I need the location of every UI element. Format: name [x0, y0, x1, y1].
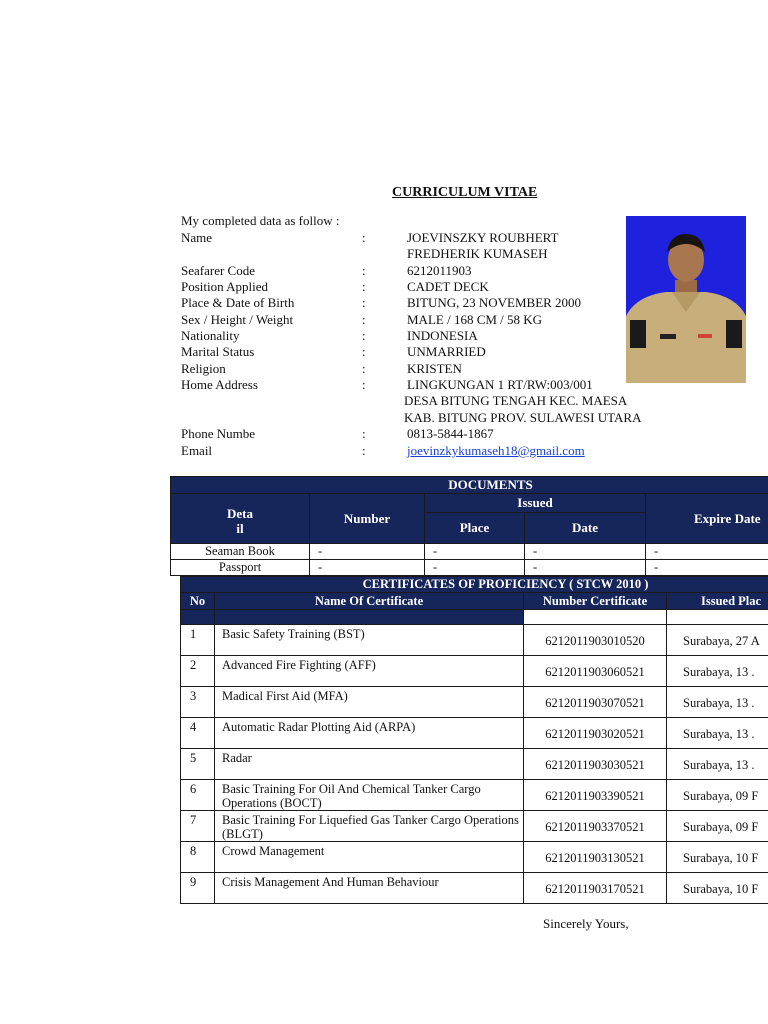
doc-expire: - — [646, 544, 768, 560]
table-row — [181, 718, 768, 749]
cert-no: 5 — [181, 749, 215, 780]
nationality-value: INDONESIA — [407, 328, 478, 343]
header-spacer — [181, 610, 215, 625]
table-row — [181, 780, 768, 811]
detail-header-line1: Deta — [227, 505, 253, 521]
closing-text: Sincerely Yours, — [543, 916, 629, 931]
table-row — [171, 560, 768, 576]
cert-place: Surabaya, 09 F — [667, 811, 768, 842]
intro-text: My completed data as follow : — [181, 213, 340, 228]
nationality-label: Nationality — [181, 328, 240, 343]
name-of-certificate-header: Name Of Certificate — [215, 593, 524, 610]
religion-label: Religion — [181, 361, 226, 376]
sex-value: MALE / 168 CM / 58 KG — [407, 312, 543, 327]
header-spacer — [667, 610, 768, 625]
colon: : — [362, 426, 366, 441]
cert-name: Basic Safety Training (BST) — [215, 625, 524, 656]
table-row — [181, 873, 768, 904]
no-header: No — [181, 593, 215, 610]
table-row — [181, 687, 768, 718]
position-value: CADET DECK — [407, 279, 489, 294]
address-value-line2: DESA BITUNG TENGAH KEC. MAESA — [404, 393, 628, 408]
marital-label: Marital Status — [181, 344, 255, 359]
name-label: Name — [181, 230, 213, 245]
birth-label: Place & Date of Birth — [181, 295, 295, 310]
cert-name: Crowd Management — [215, 842, 524, 873]
certificates-title: CERTIFICATES OF PROFICIENCY ( STCW 2010 ) — [181, 577, 768, 593]
doc-place: - — [425, 560, 525, 576]
detail-header-line2: il — [236, 520, 244, 536]
cert-place: Surabaya, 09 F — [667, 780, 768, 811]
colon: : — [362, 377, 366, 392]
cert-place: Surabaya, 27 A — [667, 625, 768, 656]
cert-number: 6212011903170521 — [524, 873, 667, 904]
table-row — [181, 625, 768, 656]
place-header: Place — [425, 513, 525, 544]
doc-date: - — [525, 544, 646, 560]
seafarer-code-label: Seafarer Code — [181, 263, 255, 278]
position-label: Position Applied — [181, 279, 269, 294]
certificates-table — [180, 576, 768, 904]
phone-value: 0813-5844-1867 — [407, 426, 494, 441]
number-certificate-header: Number Certificate — [524, 593, 667, 610]
cert-name: Basic Training For Liquefied Gas Tanker Cargo Operations (BLGT) — [215, 811, 524, 842]
sex-label: Sex / Height / Weight — [181, 312, 294, 327]
cert-name: Automatic Radar Plotting Aid (ARPA) — [215, 718, 524, 749]
cert-name: Radar — [215, 749, 524, 780]
header-spacer — [524, 610, 667, 625]
number-header: Number — [310, 494, 425, 544]
marital-value: UNMARRIED — [407, 344, 486, 359]
cert-place: Surabaya, 13 . — [667, 687, 768, 718]
profile-photo — [626, 216, 746, 383]
cert-place: Surabaya, 10 F — [667, 842, 768, 873]
issued-header: Issued — [425, 494, 646, 513]
religion-value: KRISTEN — [407, 361, 462, 376]
cert-no: 8 — [181, 842, 215, 873]
cert-place: Surabaya, 13 . — [667, 749, 768, 780]
cert-no: 6 — [181, 780, 215, 811]
cert-no: 4 — [181, 718, 215, 749]
colon: : — [362, 344, 366, 359]
cert-number: 6212011903070521 — [524, 687, 667, 718]
cert-place: Surabaya, 10 F — [667, 873, 768, 904]
doc-date: - — [525, 560, 646, 576]
cert-no: 9 — [181, 873, 215, 904]
cert-name: Madical First Aid (MFA) — [215, 687, 524, 718]
cert-no: 3 — [181, 687, 215, 718]
colon: : — [362, 263, 366, 278]
cert-number: 6212011903030521 — [524, 749, 667, 780]
cert-no: 7 — [181, 811, 215, 842]
doc-detail: Seaman Book — [171, 544, 310, 560]
doc-detail: Passport — [171, 560, 310, 576]
table-row — [181, 749, 768, 780]
cert-number: 6212011903010520 — [524, 625, 667, 656]
cert-place: Surabaya, 13 . — [667, 718, 768, 749]
table-row — [181, 656, 768, 687]
phone-label: Phone Numbe — [181, 426, 256, 441]
address-value-line3: KAB. BITUNG PROV. SULAWESI UTARA — [404, 410, 642, 425]
seafarer-code-value: 6212011903 — [407, 263, 472, 278]
cert-no: 1 — [181, 625, 215, 656]
doc-expire: - — [646, 560, 768, 576]
email-label: Email — [181, 443, 213, 458]
birth-value: BITUNG, 23 NOVEMBER 2000 — [407, 295, 582, 310]
cert-name: Advanced Fire Fighting (AFF) — [215, 656, 524, 687]
address-value: LINGKUNGAN 1 RT/RW:003/001 — [407, 377, 593, 392]
cert-number: 6212011903060521 — [524, 656, 667, 687]
colon: : — [362, 443, 366, 458]
table-row — [181, 842, 768, 873]
doc-place: - — [425, 544, 525, 560]
documents-table — [170, 476, 768, 576]
cert-no: 2 — [181, 656, 215, 687]
doc-number: - — [310, 560, 425, 576]
cert-number: 6212011903390521 — [524, 780, 667, 811]
doc-number: - — [310, 544, 425, 560]
cert-name: Crisis Management And Human Behaviour — [215, 873, 524, 904]
cert-place: Surabaya, 13 . — [667, 656, 768, 687]
table-row — [181, 811, 768, 842]
cert-number: 6212011903130521 — [524, 842, 667, 873]
cert-number: 6212011903020521 — [524, 718, 667, 749]
colon: : — [362, 312, 366, 327]
expire-date-header: Expire Date — [646, 494, 768, 544]
header-spacer — [215, 610, 524, 625]
colon: : — [362, 230, 366, 245]
address-label: Home Address — [181, 377, 258, 392]
detail-header — [171, 494, 310, 544]
cert-name: Basic Training For Oil And Chemical Tanker Cargo Operations (BOCT) — [215, 780, 524, 811]
email-link[interactable]: joevinzkykumaseh18@gmail.com — [407, 443, 585, 458]
person-portrait-icon — [626, 216, 746, 383]
colon: : — [362, 279, 366, 294]
issued-place-header: Issued Plac — [667, 593, 768, 610]
colon: : — [362, 361, 366, 376]
cert-number: 6212011903370521 — [524, 811, 667, 842]
date-header: Date — [525, 513, 646, 544]
colon: : — [362, 295, 366, 310]
name-value-cont: FREDHERIK KUMASEH — [407, 246, 548, 261]
name-value: JOEVINSZKY ROUBHERT — [407, 230, 559, 245]
colon: : — [362, 328, 366, 343]
documents-title: DOCUMENTS — [171, 477, 768, 494]
document-title: CURRICULUM VITAE — [392, 185, 538, 200]
table-row — [171, 544, 768, 560]
